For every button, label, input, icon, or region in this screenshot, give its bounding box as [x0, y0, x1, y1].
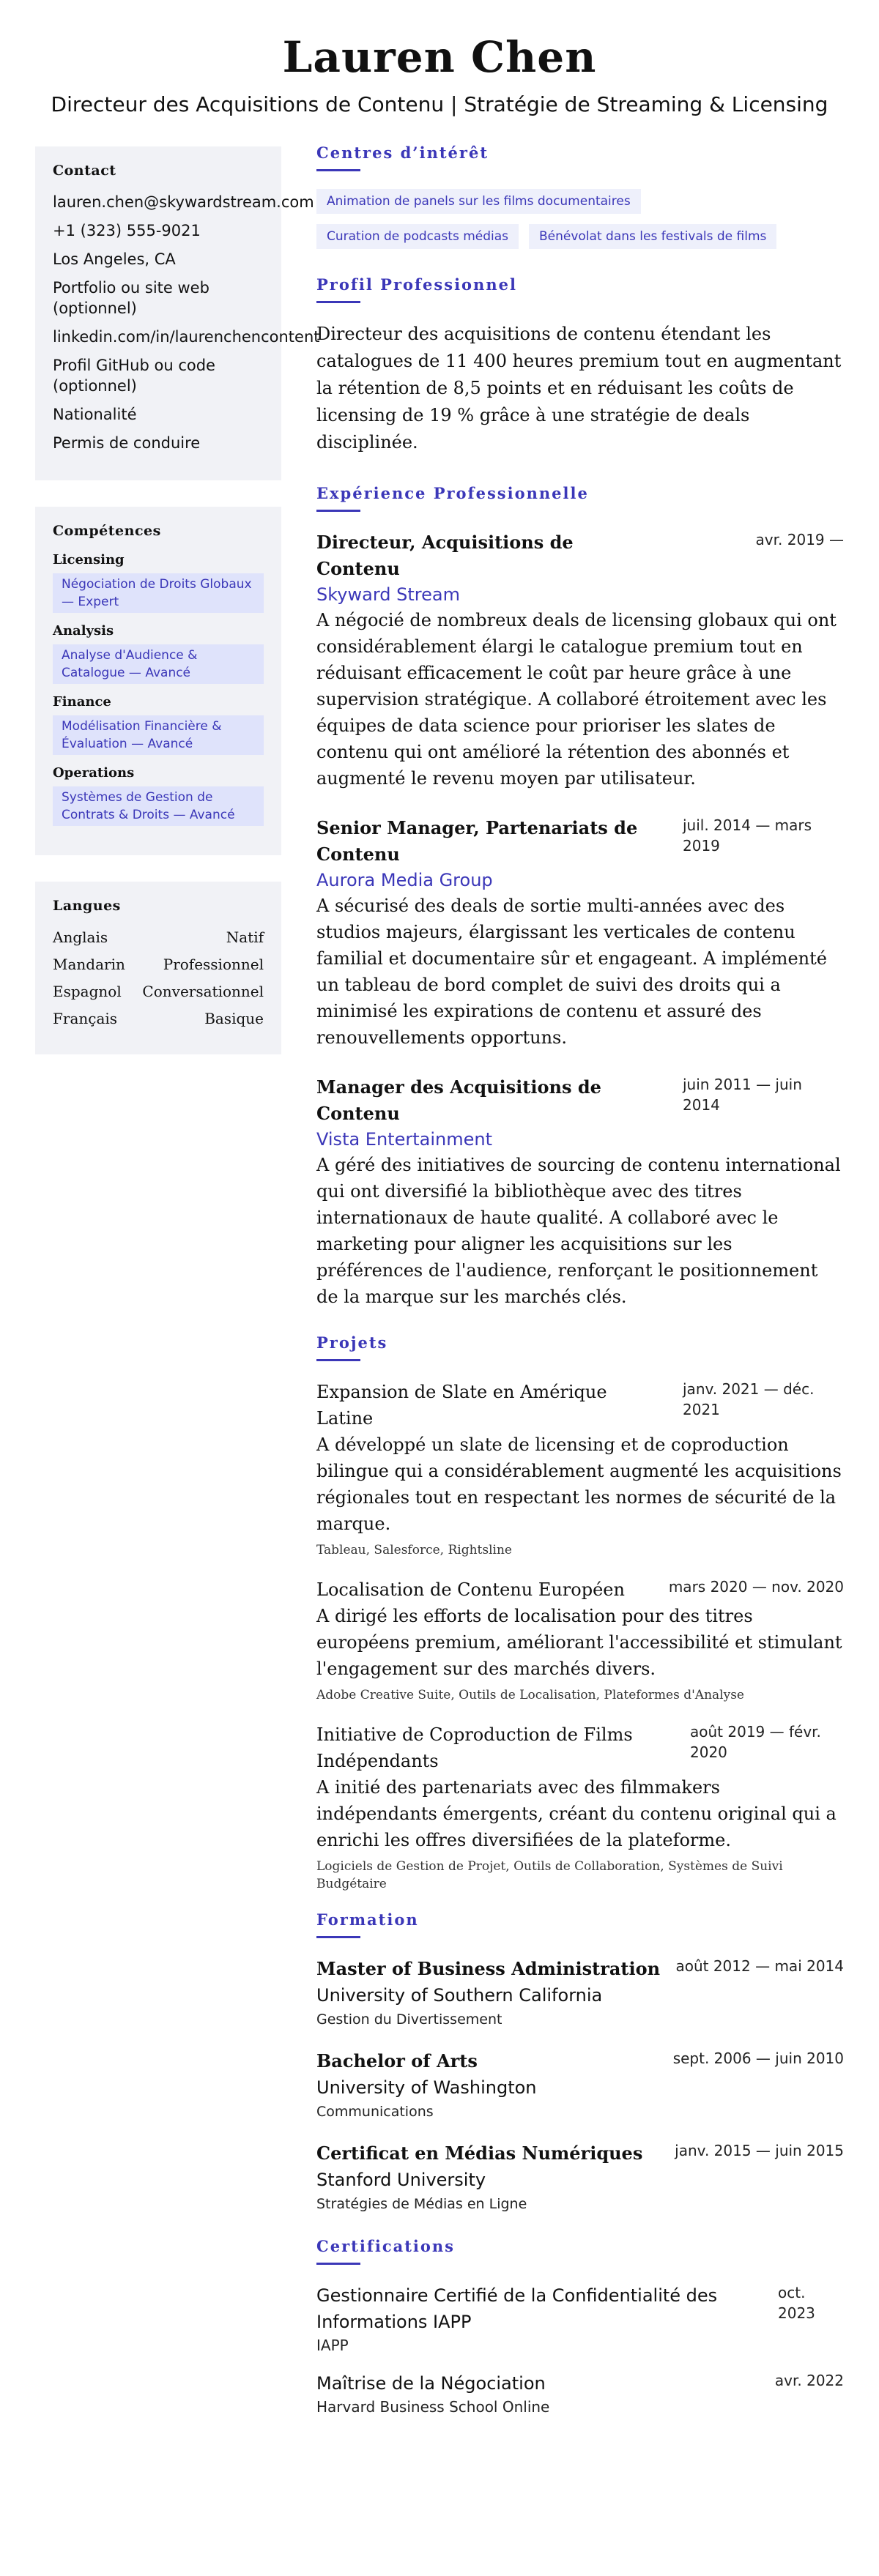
sidebar — [35, 146, 320, 1081]
project-description: A initié des partenariats avec des filmmakers indépendants émergents, créant du contenu original qui a enrichi les offres diversifiées de la plateforme. — [316, 1777, 837, 1850]
contact-license: Permis de conduire — [53, 434, 201, 452]
job-date: avr. 2019 — — [755, 531, 844, 548]
section-divider — [316, 169, 360, 171]
language-level: Professionnel — [163, 956, 264, 973]
skill-category: Analysis — [53, 623, 114, 639]
language-row — [53, 954, 264, 975]
project-entry — [316, 1379, 844, 1559]
profile-section — [316, 275, 844, 456]
skill-category: Operations — [53, 765, 135, 781]
interest-chip: Animation de panels sur les films documentaires — [316, 189, 641, 214]
certification-issuer: Harvard Business School Online — [316, 2398, 550, 2416]
contact-portfolio: Portfolio ou site web (optionnel) — [53, 279, 209, 317]
section-divider — [316, 2263, 360, 2265]
school-name: University of Washington — [316, 2077, 537, 2098]
contact-email[interactable]: lauren.chen@skywardstream.com — [53, 193, 314, 211]
education-entry — [316, 2048, 844, 2123]
project-tech: Tableau, Salesforce, Rightsline — [316, 1543, 512, 1557]
education-entry — [316, 1956, 844, 2030]
project-title: Localisation de Contenu Européen — [316, 1579, 625, 1600]
project-description: A développé un slate de licensing et de coproduction bilingue qui a considérablement augmenté les acquisitions régionales tout en respectant les normes de sécurité de la marque. — [316, 1434, 842, 1534]
section-title: Formation — [316, 1910, 419, 1929]
school-name: Stanford University — [316, 2170, 486, 2190]
section-title: Projets — [316, 1333, 388, 1352]
section-title: Certifications — [316, 2237, 455, 2255]
job-description: A sécurisé des deals de sortie multi-années avec des studios majeurs, élargissant les verticales de contenu familial et documentaire sûr et engageant. A implémenté un tableau de bord complet de suivi des droits qui a minimisé les expirations de contenu et assuré des renouvellements opportuns. — [316, 896, 827, 1048]
interests-list — [316, 189, 844, 249]
candidate-name: Lauren Chen — [282, 32, 597, 82]
skills-title: Compétences — [53, 523, 161, 539]
degree-title: Master of Business Administration — [316, 1958, 661, 1979]
skill-category: Licensing — [53, 552, 125, 567]
project-entry — [316, 1577, 844, 1704]
certification-issuer: IAPP — [316, 2337, 349, 2354]
project-entry — [316, 1721, 844, 1893]
language-row — [53, 1008, 264, 1029]
certification-entry — [316, 2282, 844, 2356]
certification-date: avr. 2022 — [774, 2372, 844, 2389]
certification-date: oct. 2023 — [778, 2284, 815, 2322]
language-name: Espagnol — [53, 983, 122, 1000]
contact-linkedin[interactable]: linkedin.com/in/laurenchencontent — [53, 328, 320, 346]
education-entry — [316, 2140, 844, 2215]
certifications-section — [316, 2237, 844, 2417]
company-name: Skyward Stream — [316, 584, 460, 605]
job-title: Manager des Acquisitions de Contenu — [316, 1076, 601, 1124]
certification-title: Maîtrise de la Négociation — [316, 2373, 546, 2394]
language-row — [53, 981, 264, 1002]
section-divider — [316, 1359, 360, 1361]
language-level: Basique — [204, 1010, 264, 1027]
degree-title: Certificat en Médias Numériques — [316, 2143, 643, 2164]
skill-category: Finance — [53, 694, 111, 710]
section-title: Centres d’intérêt — [316, 144, 489, 162]
language-level: Natif — [226, 928, 264, 946]
job-date: juil. 2014 — mars 2019 — [683, 816, 812, 855]
company-name: Aurora Media Group — [316, 870, 493, 890]
language-level: Conversationnel — [142, 983, 264, 1000]
job-title: Senior Manager, Partenariats de Contenu — [316, 817, 638, 865]
project-title: Expansion de Slate en Amérique Latine — [316, 1382, 607, 1429]
contact-phone[interactable]: +1 (323) 555-9021 — [53, 222, 201, 239]
job-date: juin 2011 — juin 2014 — [683, 1076, 802, 1114]
study-field: Communications — [316, 2104, 434, 2120]
education-section — [316, 1910, 844, 2215]
project-date: janv. 2021 — déc. 2021 — [683, 1380, 815, 1418]
degree-title: Bachelor of Arts — [316, 2050, 478, 2071]
main-content — [316, 144, 844, 2451]
project-date: août 2019 — févr. 2020 — [690, 1723, 821, 1761]
language-name: Français — [53, 1010, 118, 1027]
languages-title: Langues — [53, 898, 121, 914]
study-field: Stratégies de Médias en Ligne — [316, 2196, 527, 2212]
job-description: A négocié de nombreux deals de licensing globaux qui ont considérablement élargi le catalogue premium tout en réduisant efficacement le coût par heure grâce à une supervision stratégique. A collaboré étroitement avec les équipes de data science pour prioriser les slates de contenu qui ont amélioré la rétention des abonnés et augmenté le revenu moyen par utilisateur. — [316, 610, 837, 789]
certification-entry — [316, 2370, 844, 2417]
project-date: mars 2020 — nov. 2020 — [668, 1578, 844, 1596]
education-date: janv. 2015 — juin 2015 — [675, 2142, 844, 2159]
section-divider — [316, 510, 360, 512]
contact-title: Contact — [53, 163, 116, 179]
resume-header — [0, 0, 879, 116]
study-field: Gestion du Divertissement — [316, 2011, 502, 2028]
experience-section — [316, 484, 844, 1310]
skill-tag: Négociation de Droits Globaux — Expert — [53, 573, 264, 613]
contact-nationality: Nationalité — [53, 406, 137, 423]
experience-entry — [316, 815, 844, 1051]
interest-chip: Bénévolat dans les festivals de films — [529, 224, 776, 249]
section-title: Expérience Professionnelle — [316, 484, 589, 502]
skills-box — [35, 507, 281, 855]
education-date: août 2012 — mai 2014 — [675, 1957, 844, 1975]
section-divider — [316, 301, 360, 303]
education-date: sept. 2006 — juin 2010 — [672, 2050, 844, 2067]
skill-tag: Analyse d'Audience & Catalogue — Avancé — [53, 644, 264, 684]
job-description: A géré des initiatives de sourcing de contenu international qui ont diversifié la bibliothèque avec des titres internationaux de haute qualité. A collaboré avec le marketing pour aligner les acquisitions sur les préférences de l'audience, renforçant le positionnement de la marque sur les marchés clés. — [316, 1155, 841, 1307]
candidate-headline: Directeur des Acquisitions de Contenu | Stratégie de Streaming & Licensing — [51, 92, 828, 116]
interests-section — [316, 144, 844, 249]
language-name: Mandarin — [53, 956, 125, 973]
project-tech: Logiciels de Gestion de Projet, Outils de Collaboration, Systèmes de Suivi Budgétaire — [316, 1859, 783, 1891]
project-description: A dirigé les efforts de localisation pour des titres européens premium, améliorant l'accessibilité et stimulant l'engagement sur des marchés divers. — [316, 1606, 842, 1679]
contact-location: Los Angeles, CA — [53, 250, 176, 268]
experience-entry — [316, 1074, 844, 1310]
section-divider — [316, 1936, 360, 1938]
contact-github: Profil GitHub ou code (optionnel) — [53, 357, 215, 395]
project-tech: Adobe Creative Suite, Outils de Localisation, Plateformes d'Analyse — [316, 1688, 744, 1702]
skill-tag: Modélisation Financière & Évaluation — Avancé — [53, 715, 264, 755]
language-name: Anglais — [53, 928, 108, 946]
job-title: Directeur, Acquisitions de Contenu — [316, 532, 574, 579]
project-title: Initiative de Coproduction de Films Indépendants — [316, 1724, 633, 1771]
school-name: University of Southern California — [316, 1985, 603, 2006]
language-row — [53, 927, 264, 948]
experience-entry — [316, 529, 844, 792]
profile-summary: Directeur des acquisitions de contenu étendant les catalogues de 11 400 heures premium tout en augmentant la rétention de 8,5 points et en réduisant les coûts de licensing de 19 % grâce à une stratégie de deals disciplinée. — [316, 324, 842, 453]
projects-section — [316, 1333, 844, 1893]
skill-tag: Systèmes de Gestion de Contrats & Droits — Avancé — [53, 786, 264, 826]
section-title: Profil Professionnel — [316, 275, 517, 294]
certification-title: Gestionnaire Certifié de la Confidentialité des Informations IAPP — [316, 2285, 718, 2332]
contact-box — [35, 146, 320, 480]
company-name: Vista Entertainment — [316, 1129, 492, 1150]
interest-chip: Curation de podcasts médias — [316, 224, 519, 249]
languages-box — [35, 882, 281, 1054]
